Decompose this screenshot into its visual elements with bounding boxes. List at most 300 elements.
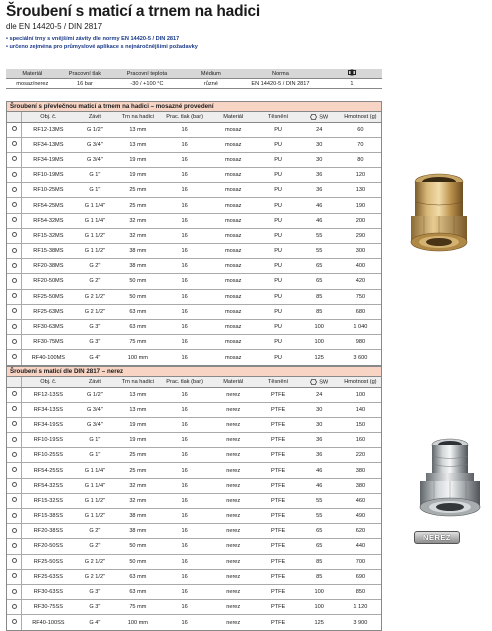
table-cell: mosaz <box>209 228 258 243</box>
table-row <box>7 259 381 274</box>
table-cell: mosaz <box>209 244 258 259</box>
table-row <box>7 183 381 198</box>
table-cell: 700 <box>340 554 381 569</box>
radio-icon[interactable] <box>12 202 17 207</box>
table-cell: 16 <box>160 509 209 524</box>
table-cell: 38 mm <box>115 509 160 524</box>
table-header-row <box>7 112 381 122</box>
radio-icon[interactable] <box>12 126 17 131</box>
column-header: Hmotnost (g) <box>340 112 381 122</box>
table-cell: 13 mm <box>115 402 160 417</box>
table-cell: 100 <box>299 319 340 334</box>
table-cell: 36 <box>299 433 340 448</box>
table-row <box>7 433 381 448</box>
order-code-cell: RF54-25SS <box>22 463 74 478</box>
table-cell: nerez <box>209 554 258 569</box>
brass-fitting-image <box>402 172 476 258</box>
table-cell: 16 <box>160 463 209 478</box>
radio-icon[interactable] <box>12 391 17 396</box>
table-cell: 19 mm <box>115 433 160 448</box>
radio-icon[interactable] <box>12 573 17 578</box>
table-cell: nerez <box>209 493 258 508</box>
table-row <box>7 244 381 259</box>
table-cell: 19 mm <box>115 417 160 432</box>
table-cell: mosaz <box>209 259 258 274</box>
table-cell: 46 <box>299 478 340 493</box>
radio-icon[interactable] <box>12 406 17 411</box>
specs-cell: 16 bar <box>59 79 112 89</box>
table-cell: 620 <box>340 524 381 539</box>
table-cell: 440 <box>340 539 381 554</box>
table-cell: 380 <box>340 463 381 478</box>
table-row <box>7 274 381 289</box>
stainless-fittings-table <box>7 377 381 630</box>
row-select-cell[interactable] <box>7 463 22 478</box>
table-cell: G 3" <box>74 600 115 615</box>
table-cell: 16 <box>160 244 209 259</box>
table-cell: PTFE <box>258 539 299 554</box>
table-cell: 3 600 <box>353 354 368 361</box>
table-cell: 63 mm <box>115 569 160 584</box>
table-cell: 50 mm <box>115 539 160 554</box>
table-cell: G 2 1/2" <box>74 569 115 584</box>
table-cell: 16 <box>160 402 209 417</box>
table-cell: G 1 1/4" <box>74 213 115 228</box>
table-cell: 16 <box>160 448 209 463</box>
row-select-cell[interactable] <box>7 335 22 350</box>
row-select-cell[interactable] <box>7 600 22 615</box>
radio-icon[interactable] <box>12 497 17 502</box>
table-cell: G 1 1/2" <box>74 493 115 508</box>
order-code-cell: RF54-25MS <box>22 198 74 213</box>
table-cell: G 1" <box>74 448 115 463</box>
table-cell: 16 <box>160 304 209 319</box>
table-cell: 30 <box>299 152 340 167</box>
table-cell: PU <box>258 168 299 183</box>
row-select-cell[interactable] <box>7 228 22 243</box>
row-select-cell[interactable] <box>7 304 22 319</box>
table-cell: mosaz <box>209 304 258 319</box>
table-cell: 32 mm <box>115 228 160 243</box>
order-code-cell: RF25-50SS <box>22 554 74 569</box>
row-select-cell[interactable] <box>7 137 22 152</box>
row-select-cell[interactable] <box>7 539 22 554</box>
row-select-cell[interactable] <box>7 183 22 198</box>
specs-cell: mosaz/nerez <box>6 79 59 89</box>
column-header <box>299 377 340 387</box>
table-cell: mosaz <box>209 213 258 228</box>
table-cell: 16 <box>160 433 209 448</box>
row-select-cell[interactable] <box>7 168 22 183</box>
table-cell: 400 <box>340 259 381 274</box>
table-cell: 13 mm <box>115 387 160 402</box>
column-header: Závit <box>74 112 115 122</box>
table-cell: PU <box>258 198 299 213</box>
order-code-cell: RF20-50MS <box>22 274 74 289</box>
column-header-label: SW <box>319 113 329 120</box>
column-header: Závit <box>74 377 115 387</box>
radio-icon[interactable] <box>12 339 17 344</box>
table-cell: 32 mm <box>115 493 160 508</box>
select-column-header <box>7 377 22 387</box>
specs-header: Pracovní tlak <box>59 69 112 79</box>
order-code-cell: RF34-19MS <box>22 152 74 167</box>
table-row <box>7 448 381 463</box>
table-row <box>7 122 381 137</box>
table-cell: nerez <box>209 600 258 615</box>
order-code-cell: RF15-38SS <box>22 509 74 524</box>
radio-icon[interactable] <box>12 437 17 442</box>
radio-icon[interactable] <box>12 513 17 518</box>
table-cell: PTFE <box>258 524 299 539</box>
radio-icon[interactable] <box>12 324 17 329</box>
radio-icon[interactable] <box>12 482 17 487</box>
table-cell: mosaz <box>209 137 258 152</box>
radio-icon[interactable] <box>12 543 17 548</box>
table-cell: 50 mm <box>115 554 160 569</box>
table-cell: 290 <box>340 228 381 243</box>
table-cell: PTFE <box>258 569 299 584</box>
table-cell: G 1" <box>74 183 115 198</box>
table-row <box>7 417 381 432</box>
radio-icon[interactable] <box>12 172 17 177</box>
table-cell: 460 <box>340 493 381 508</box>
table-cell: mosaz <box>209 183 258 198</box>
order-code-cell: RF15-32SS <box>22 493 74 508</box>
column-header: Trn na hadici <box>115 112 160 122</box>
table-cell: 85 <box>299 569 340 584</box>
select-column-header <box>7 112 22 122</box>
table-cell: G 2" <box>74 259 115 274</box>
table-row <box>7 615 381 630</box>
column-header: Prac. tlak (bar) <box>160 112 209 122</box>
table-cell: PTFE <box>258 554 299 569</box>
brass-fittings-table <box>7 112 381 365</box>
table-row <box>7 335 381 350</box>
specs-header: Materiál <box>6 69 59 79</box>
column-header <box>299 112 340 122</box>
table-cell: 75 mm <box>115 335 160 350</box>
table-cell: G 3" <box>74 335 115 350</box>
order-code-cell: RF40-100SS <box>22 615 74 630</box>
table-cell: G 3/4" <box>74 402 115 417</box>
row-select-cell[interactable] <box>7 350 22 365</box>
row-select-cell[interactable] <box>7 213 22 228</box>
radio-icon[interactable] <box>12 187 17 192</box>
table-cell: 46 <box>299 213 340 228</box>
order-code-cell: RF15-32MS <box>22 228 74 243</box>
table-cell: 125 <box>314 619 324 626</box>
feature-bullet: • určeno zejména pro průmyslové aplikace s nejnáročnějšími požadavky <box>6 44 198 50</box>
column-header: Trn na hadici <box>115 377 160 387</box>
table-cell: 19 mm <box>115 168 160 183</box>
row-select-cell[interactable] <box>7 387 22 402</box>
table-row <box>7 402 381 417</box>
table-cell: G 3" <box>74 319 115 334</box>
table-cell: 16 <box>160 168 209 183</box>
row-select-cell[interactable] <box>7 493 22 508</box>
table-cell: G 1" <box>74 433 115 448</box>
table-cell: mosaz <box>209 319 258 334</box>
row-select-cell[interactable] <box>7 122 22 137</box>
table-cell: 25 mm <box>115 463 160 478</box>
table-cell: G 1/2" <box>74 387 115 402</box>
table-cell: G 4" <box>89 354 101 361</box>
table-cell: 125 <box>314 354 324 361</box>
table-cell: 16 <box>160 493 209 508</box>
radio-icon[interactable] <box>12 248 17 253</box>
table-cell: mosaz <box>224 354 242 361</box>
specs-cell: -30 / +100 °C <box>111 79 182 89</box>
row-select-cell[interactable] <box>7 198 22 213</box>
table-cell: 60 <box>340 122 381 137</box>
table-cell: 220 <box>340 448 381 463</box>
order-code-cell: RF30-63SS <box>22 584 74 599</box>
radio-icon[interactable] <box>12 232 17 237</box>
table-cell: PU <box>274 354 282 361</box>
table-cell: PTFE <box>270 619 286 626</box>
table-cell: G 2 1/2" <box>74 289 115 304</box>
table-row <box>7 524 381 539</box>
specs-cell: EN 14420-5 / DIN 2817 <box>239 79 322 89</box>
table-cell: 100 mm <box>127 619 148 626</box>
radio-icon[interactable] <box>12 156 17 161</box>
order-code-cell: RF30-75SS <box>22 600 74 615</box>
order-code-cell: RF15-38MS <box>22 244 74 259</box>
table-cell: 25 mm <box>115 448 160 463</box>
order-code-cell: RF40-100MS <box>22 350 74 365</box>
table-cell: 80 <box>340 152 381 167</box>
table-cell: 750 <box>340 289 381 304</box>
column-header: Prac. tlak (bar) <box>160 377 209 387</box>
order-code-cell: RF25-50MS <box>22 289 74 304</box>
table-cell: 36 <box>299 183 340 198</box>
specs-header: Médium <box>183 69 239 79</box>
table-cell: PU <box>258 304 299 319</box>
table-cell: G 1/2" <box>74 122 115 137</box>
table-cell: PU <box>258 335 299 350</box>
table-cell: 160 <box>340 433 381 448</box>
table-cell: G 3/4" <box>74 137 115 152</box>
radio-icon[interactable] <box>12 528 17 533</box>
table-row <box>7 569 381 584</box>
row-select-cell[interactable] <box>7 569 22 584</box>
order-code-cell: RF10-25MS <box>22 183 74 198</box>
table-row <box>7 539 381 554</box>
table-cell: 36 <box>299 168 340 183</box>
table-cell: 200 <box>340 213 381 228</box>
specs-table <box>6 69 382 89</box>
table-cell: 25 mm <box>115 198 160 213</box>
table-cell: 140 <box>340 402 381 417</box>
table-cell: PU <box>258 228 299 243</box>
row-select-cell[interactable] <box>7 244 22 259</box>
radio-icon[interactable] <box>12 217 17 222</box>
row-select-cell[interactable] <box>7 152 22 167</box>
row-select-cell[interactable] <box>7 448 22 463</box>
table-row <box>7 319 381 334</box>
table-cell: 1 040 <box>340 319 381 334</box>
table-cell: nerez <box>209 463 258 478</box>
specs-header-row <box>6 69 382 79</box>
table-row <box>7 554 381 569</box>
table-cell: 130 <box>340 183 381 198</box>
table-cell: 55 <box>299 244 340 259</box>
row-select-cell[interactable] <box>7 478 22 493</box>
table-cell: 55 <box>299 493 340 508</box>
table-row <box>7 478 381 493</box>
table-cell: PTFE <box>258 417 299 432</box>
order-code-cell: RF25-63MS <box>22 304 74 319</box>
stainless-fittings-section <box>6 366 382 631</box>
table-cell: PU <box>258 122 299 137</box>
column-header: Obj. č. <box>22 112 74 122</box>
column-header-label: SW <box>319 378 329 385</box>
radio-icon[interactable] <box>12 308 17 313</box>
table-row <box>7 509 381 524</box>
table-cell: 32 mm <box>115 213 160 228</box>
table-cell: 16 <box>181 619 188 626</box>
table-cell: mosaz <box>209 198 258 213</box>
table-cell: PU <box>258 152 299 167</box>
row-select-cell[interactable] <box>7 289 22 304</box>
table-cell: G 2" <box>74 539 115 554</box>
table-cell: 16 <box>160 539 209 554</box>
table-cell: 150 <box>340 417 381 432</box>
table-cell: 75 mm <box>115 600 160 615</box>
table-cell: 25 mm <box>115 183 160 198</box>
table-cell: 30 <box>299 402 340 417</box>
table-row <box>7 304 381 319</box>
table-cell: 38 mm <box>115 259 160 274</box>
radio-icon[interactable] <box>12 619 17 624</box>
specs-cell: 1 <box>322 79 382 89</box>
order-code-cell: RF10-25SS <box>22 448 74 463</box>
table-cell: nerez <box>209 524 258 539</box>
table-cell: PTFE <box>258 600 299 615</box>
brass-fittings-section <box>6 101 382 366</box>
row-select-cell[interactable] <box>7 402 22 417</box>
table-cell: 3 900 <box>353 619 368 626</box>
order-code-cell: RF34-13SS <box>22 402 74 417</box>
table-cell: PTFE <box>258 509 299 524</box>
row-select-cell[interactable] <box>7 319 22 334</box>
row-select-cell[interactable] <box>7 259 22 274</box>
table-cell: 38 mm <box>115 244 160 259</box>
radio-icon[interactable] <box>12 278 17 283</box>
radio-icon[interactable] <box>12 467 17 472</box>
table-row <box>7 387 381 402</box>
table-cell: 50 mm <box>115 274 160 289</box>
row-select-cell[interactable] <box>7 554 22 569</box>
table-cell: 30 <box>299 417 340 432</box>
row-select-cell[interactable] <box>7 524 22 539</box>
table-cell: nerez <box>226 619 241 626</box>
section-title: Šroubení s maticí dle DIN 2817 – nerez <box>7 367 381 377</box>
table-cell: 16 <box>160 554 209 569</box>
table-cell: PU <box>258 259 299 274</box>
table-cell: PTFE <box>258 448 299 463</box>
nerez-badge: NEREZ <box>414 531 460 544</box>
table-cell: 16 <box>160 600 209 615</box>
table-cell: G 1" <box>74 168 115 183</box>
order-code-cell: RF12-13SS <box>22 387 74 402</box>
row-select-cell[interactable] <box>7 274 22 289</box>
radio-icon[interactable] <box>12 452 17 457</box>
table-cell: mosaz <box>209 274 258 289</box>
row-select-cell[interactable] <box>7 584 22 599</box>
order-code-cell: RF30-75MS <box>22 335 74 350</box>
table-cell: 65 <box>299 524 340 539</box>
row-select-cell[interactable] <box>7 615 22 630</box>
order-code-cell: RF10-19MS <box>22 168 74 183</box>
table-cell: 32 mm <box>115 478 160 493</box>
table-cell: G 1 1/4" <box>74 463 115 478</box>
column-header: Hmotnost (g) <box>340 377 381 387</box>
radio-icon[interactable] <box>12 293 17 298</box>
radio-icon[interactable] <box>12 589 17 594</box>
table-cell: nerez <box>209 478 258 493</box>
table-cell: 85 <box>299 554 340 569</box>
order-code-cell: RF34-13MS <box>22 137 74 152</box>
table-cell: nerez <box>209 509 258 524</box>
table-cell: PTFE <box>258 387 299 402</box>
table-cell: 680 <box>340 304 381 319</box>
table-cell: 65 <box>299 274 340 289</box>
radio-icon[interactable] <box>12 558 17 563</box>
table-cell: 55 <box>299 509 340 524</box>
table-cell: 420 <box>340 274 381 289</box>
table-cell: 65 <box>299 259 340 274</box>
feature-bullets <box>6 35 198 51</box>
table-cell: 16 <box>160 259 209 274</box>
table-cell: 100 <box>299 584 340 599</box>
table-cell: 16 <box>160 478 209 493</box>
table-cell: 85 <box>299 289 340 304</box>
table-cell: 19 mm <box>115 152 160 167</box>
order-code-cell: RF10-19SS <box>22 433 74 448</box>
table-row <box>7 463 381 478</box>
table-row <box>7 137 381 152</box>
radio-icon[interactable] <box>12 421 17 426</box>
table-cell: nerez <box>209 539 258 554</box>
row-select-cell[interactable] <box>7 417 22 432</box>
table-cell: nerez <box>209 417 258 432</box>
row-select-cell[interactable] <box>7 509 22 524</box>
table-cell: 120 <box>340 168 381 183</box>
table-cell: nerez <box>209 584 258 599</box>
table-cell: 16 <box>160 152 209 167</box>
radio-icon[interactable] <box>12 141 17 146</box>
table-cell: G 1 1/4" <box>74 478 115 493</box>
table-cell: 16 <box>160 335 209 350</box>
table-row <box>7 289 381 304</box>
table-cell: 100 mm <box>127 354 148 361</box>
page-title: Šroubení s maticí a trnem na hadici <box>6 3 260 20</box>
table-row <box>7 600 381 615</box>
table-cell: PU <box>258 289 299 304</box>
column-header: Obj. č. <box>22 377 74 387</box>
radio-icon[interactable] <box>12 604 17 609</box>
table-cell: 300 <box>340 244 381 259</box>
radio-icon[interactable] <box>12 354 17 359</box>
radio-icon[interactable] <box>12 263 17 268</box>
section-title: Šroubení s převlečnou maticí a trnem na hadici – mosazné provedení <box>7 102 381 112</box>
table-cell: 16 <box>160 417 209 432</box>
row-select-cell[interactable] <box>7 433 22 448</box>
table-cell: nerez <box>209 402 258 417</box>
stainless-fitting-image <box>412 436 488 520</box>
